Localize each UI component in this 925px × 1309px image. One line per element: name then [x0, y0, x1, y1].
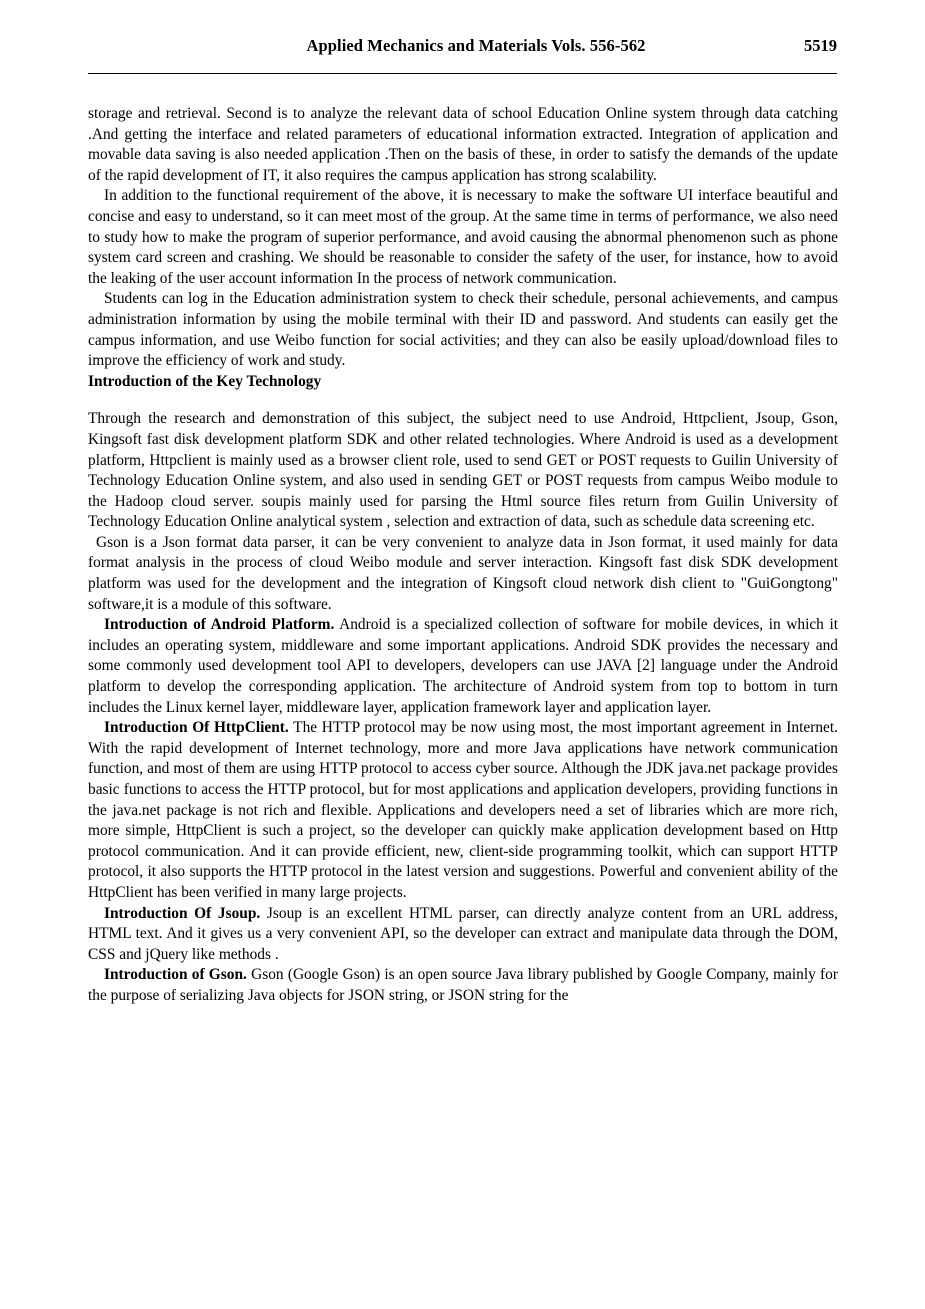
paragraph-functional-requirement: In addition to the functional requirement of the above, it is necessary to make the software UI interface beautiful and concise and easy to understand, so it can meet most of the group. At the same time in terms of performance, we also need to study how to make the program of superior performance, and avoid causing the abnormal phenomenon such as phone system card screen and crashing. We should be reasonable to consider the safety of the user, for instance, how to avoid the leaking of the user account information In the process of network communication.: [88, 187, 838, 287]
paragraph-android-platform-text: Android is a specialized collection of software for mobile devices, in which it includes an operating system, middleware and some important applications. Android SDK provides the necessary and some commonly used development tool API to developers, developers can use JAVA [2] language under the Android platform to develop the corresponding application. The architecture of Android system from top to bottom in turn includes the Linux kernel layer, middleware layer, application framework layer and application layer.: [88, 616, 838, 716]
page-body: [88, 104, 838, 1007]
runin-heading-gson: Introduction of Gson.: [104, 966, 247, 984]
section-heading-key-technology: Introduction of the Key Technology: [88, 372, 322, 390]
paragraph-android-platform: [88, 615, 838, 718]
runin-heading-android-platform: Introduction of Android Platform.: [104, 616, 335, 634]
page-header: [88, 36, 837, 56]
paragraph-gson: [88, 965, 838, 1006]
journal-title: Applied Mechanics and Materials Vols. 556-562: [306, 36, 646, 55]
paragraph-research-demonstration: Through the research and demonstration of this subject, the subject need to use Android, Httpclient, Jsoup, Gson, Kingsoft fast disk development platform SDK and other related technologies. Where Android is used as a development platform, Httpclient is mainly used as a browser client role, used to send GET or POST requests to Guilin University of Technology Education Online system, and also used in sending GET or POST requests from campus Weibo module to the Hadoop cloud server. soupis mainly used for parsing the Html source files return from Guilin University of Technology Education Online analytical system , selection and extraction of data, such as schedule data screening etc.: [88, 410, 838, 531]
header-divider: [88, 73, 837, 74]
page-number: 5519: [803, 36, 837, 55]
paragraph-jsoup-text: Jsoup is an excellent HTML parser, can directly analyze content from an URL address, HTML text. And it gives us a very convenient API, so the developer can extract and manipulate data through the DOM, CSS and jQuery like methods .: [88, 904, 838, 963]
paragraph-httpclient: [88, 718, 838, 903]
paragraph-gson-parser: Gson is a Json format data parser, it can be very convenient to analyze data in Json format, it used mainly for data format analysis in the process of cloud Weibo module and server interaction. Kingsoft fast disk SDK development platform was used for the development and the integration of Kingsoft cloud network dish client to "GuiGongtong" software,it is a module of this software.: [88, 533, 838, 613]
runin-heading-httpclient: Introduction Of HttpClient.: [104, 719, 289, 737]
runin-heading-jsoup: Introduction Of Jsoup.: [104, 904, 261, 922]
paragraph-gson-text: Gson (Google Gson) is an open source Java library published by Google Company, mainly for the purpose of serializing Java objects for JSON string, or JSON string for the: [88, 966, 838, 1004]
paragraph-jsoup: [88, 904, 838, 966]
paragraph-students-login: Students can log in the Education administration system to check their schedule, personal achievements, and campus administration information by using the mobile terminal with their ID and password. And students can easily get the campus information, and use Weibo function for social activities; and they can also be easily upload/download files to improve the efficiency of work and study.: [88, 290, 838, 370]
paragraph-httpclient-text: The HTTP protocol may be now using most, the most important agreement in Internet. With the rapid development of Internet technology, more and more Java applications have network communication function, and most of them are using HTTP protocol to access cyber source. Although the JDK java.net package provides basic functions to access the HTTP protocol, but for most applications and application developers, providing functions in the java.net package is not rich and flexible. Applications and developers need a set of libraries which are more rich, more simple, HttpClient is such a project, so the developer can quickly make application development based on Http protocol communication. And it can provide efficient, new, client-side programming toolkit, which can support HTTP protocol, it also supports the HTTP protocol in the latest version and suggestions. Powerful and convenient ability of the HttpClient has been verified in many large projects.: [88, 719, 838, 901]
paragraph-storage-retrieval: storage and retrieval. Second is to analyze the relevant data of school Education Online system through data catching .And getting the interface and related parameters of educational information extracted. Integration of application and movable data saving is also needed application .Then on the basis of these, in order to satisfy the demands of the update of the rapid development of IT, it also requires the campus application has strong scalability.: [88, 105, 838, 184]
